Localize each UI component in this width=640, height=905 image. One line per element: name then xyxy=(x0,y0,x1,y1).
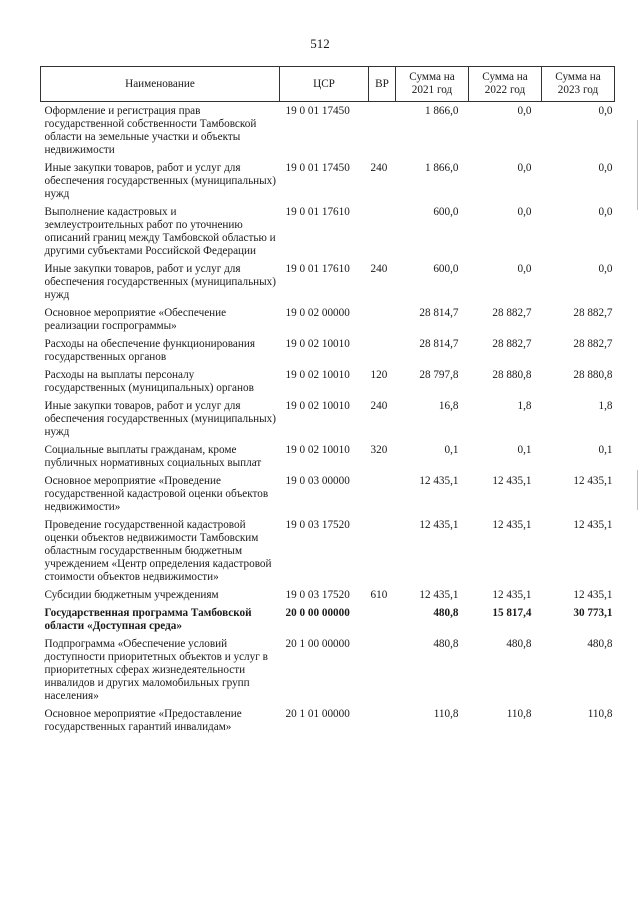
row-name: Иные закупки товаров, работ и услуг для обеспечения государственных (муниципальных) нужд xyxy=(44,263,276,301)
row-sum-2021: 480,8 xyxy=(433,638,459,650)
row-sum-2023: 30 773,1 xyxy=(573,607,613,619)
row-name: Субсидии бюджетным учреждениям xyxy=(44,589,219,601)
row-csr: 20 1 01 00000 xyxy=(285,708,350,720)
row-sum-2022: 28 880,8 xyxy=(492,369,532,381)
row-name: Основное мероприятие «Проведение государственной кадастровой оценки объектов недвижимости» xyxy=(44,475,269,513)
row-vr xyxy=(369,604,396,635)
table-row xyxy=(41,516,615,586)
row-vr: 120 xyxy=(370,369,388,381)
table-row xyxy=(41,441,615,472)
row-sum-2023: 28 882,7 xyxy=(573,307,613,319)
row-sum-2022: 28 882,7 xyxy=(492,338,532,350)
row-name: Иные закупки товаров, работ и услуг для обеспечения государственных (муниципальных) нужд xyxy=(44,400,276,438)
row-name: Выполнение кадастровых и землеустроительных работ по уточнению описаний границ между Тамбовской областью и другими субъектами Российской Федерации xyxy=(44,206,276,257)
row-sum-2021: 0,1 xyxy=(444,444,459,456)
row-csr: 19 0 02 10010 xyxy=(285,400,350,412)
table-row xyxy=(41,335,615,366)
row-sum-2022: 0,0 xyxy=(517,105,532,117)
row-sum-2022: 0,0 xyxy=(517,162,532,174)
row-vr xyxy=(369,203,396,260)
table-row xyxy=(41,260,615,304)
header-vr: ВР xyxy=(369,67,396,102)
table-row xyxy=(41,366,615,397)
header-sum-2022: Сумма на 2022 год xyxy=(469,67,542,102)
row-csr: 19 0 01 17610 xyxy=(285,206,350,218)
budget-table xyxy=(40,66,615,736)
row-sum-2021: 110,8 xyxy=(433,708,459,720)
table-row xyxy=(41,304,615,335)
row-name: Государственная программа Тамбовской области «Доступная среда» xyxy=(44,607,252,632)
row-sum-2023: 28 882,7 xyxy=(573,338,613,350)
row-sum-2021: 28 814,7 xyxy=(419,338,459,350)
page-number: 512 xyxy=(310,36,330,51)
table-body xyxy=(41,102,615,737)
row-vr xyxy=(369,472,396,516)
row-csr: 19 0 01 17610 xyxy=(285,263,350,275)
table-row xyxy=(41,397,615,441)
row-sum-2021: 12 435,1 xyxy=(419,475,459,487)
row-csr: 19 0 03 17520 xyxy=(285,519,350,531)
header-sum-2021: Сумма на 2021 год xyxy=(396,67,469,102)
row-sum-2022: 1,8 xyxy=(517,400,532,412)
row-sum-2023: 28 880,8 xyxy=(573,369,613,381)
header-csr: ЦСР xyxy=(280,67,369,102)
row-sum-2023: 110,8 xyxy=(587,708,613,720)
table-row xyxy=(41,102,615,160)
row-vr: 610 xyxy=(370,589,388,601)
row-sum-2023: 12 435,1 xyxy=(573,589,613,601)
row-sum-2022: 0,0 xyxy=(517,263,532,275)
table-header xyxy=(41,67,615,102)
row-sum-2023: 0,0 xyxy=(598,162,613,174)
row-sum-2021: 600,0 xyxy=(433,263,459,275)
row-name: Оформление и регистрация прав государственной собственности Тамбовской области на земельные участки и объекты недвижимости xyxy=(44,105,257,156)
row-sum-2022: 12 435,1 xyxy=(492,519,532,531)
row-name: Основное мероприятие «Обеспечение реализации госпрограммы» xyxy=(44,307,227,332)
row-sum-2021: 12 435,1 xyxy=(419,589,459,601)
row-csr: 19 0 03 17520 xyxy=(285,589,350,601)
scan-edge-mark xyxy=(637,120,638,210)
row-vr: 240 xyxy=(370,162,388,174)
row-csr: 19 0 02 10010 xyxy=(285,444,350,456)
row-sum-2022: 480,8 xyxy=(506,638,532,650)
row-csr: 20 0 00 00000 xyxy=(285,607,350,619)
row-sum-2023: 0,0 xyxy=(598,263,613,275)
row-sum-2023: 0,1 xyxy=(598,444,613,456)
row-name: Основное мероприятие «Предоставление государственных гарантий инвалидам» xyxy=(44,708,242,733)
row-vr xyxy=(369,102,396,160)
row-sum-2023: 1,8 xyxy=(598,400,613,412)
scan-edge-mark xyxy=(637,470,638,510)
row-sum-2023: 0,0 xyxy=(598,206,613,218)
row-sum-2021: 28 797,8 xyxy=(419,369,459,381)
row-sum-2023: 12 435,1 xyxy=(573,475,613,487)
row-vr: 240 xyxy=(370,263,388,275)
row-csr: 19 0 01 17450 xyxy=(285,162,350,174)
row-name: Иные закупки товаров, работ и услуг для обеспечения государственных (муниципальных) нужд xyxy=(44,162,276,200)
row-name: Расходы на обеспечение функционирования государственных органов xyxy=(44,338,255,363)
row-sum-2023: 12 435,1 xyxy=(573,519,613,531)
row-sum-2021: 480,8 xyxy=(433,607,459,619)
row-vr xyxy=(369,635,396,705)
row-sum-2023: 480,8 xyxy=(587,638,613,650)
row-csr: 19 0 02 00000 xyxy=(285,307,350,319)
row-vr: 320 xyxy=(370,444,388,456)
row-sum-2021: 1 866,0 xyxy=(424,162,459,174)
row-csr: 19 0 02 10010 xyxy=(285,338,350,350)
table-row xyxy=(41,203,615,260)
row-sum-2022: 15 817,4 xyxy=(492,607,532,619)
table-row xyxy=(41,472,615,516)
row-name: Проведение государственной кадастровой оценки объектов недвижимости Тамбовским областным государственным бюджетным учреждением «Центр определения кадастровой стоимости объектов недвижимости» xyxy=(44,519,272,583)
header-sum-2023: Сумма на 2023 год xyxy=(542,67,615,102)
row-csr: 19 0 03 00000 xyxy=(285,475,350,487)
row-sum-2023: 0,0 xyxy=(598,105,613,117)
table-row xyxy=(41,604,615,635)
row-sum-2022: 28 882,7 xyxy=(492,307,532,319)
header-name: Наименование xyxy=(41,67,280,102)
row-sum-2022: 12 435,1 xyxy=(492,589,532,601)
row-csr: 19 0 01 17450 xyxy=(285,105,350,117)
row-sum-2022: 0,1 xyxy=(517,444,532,456)
table-row xyxy=(41,159,615,203)
row-vr xyxy=(369,304,396,335)
row-sum-2022: 0,0 xyxy=(517,206,532,218)
row-sum-2021: 28 814,7 xyxy=(419,307,459,319)
row-sum-2021: 16,8 xyxy=(438,400,459,412)
row-vr: 240 xyxy=(370,400,388,412)
row-vr xyxy=(369,705,396,736)
row-csr: 19 0 02 10010 xyxy=(285,369,350,381)
row-sum-2021: 12 435,1 xyxy=(419,519,459,531)
row-vr xyxy=(369,516,396,586)
table-row xyxy=(41,635,615,705)
table-row xyxy=(41,705,615,736)
row-name: Подпрограмма «Обеспечение условий доступности приоритетных объектов и услуг в приоритетных сферах жизнедеятельности инвалидов и других маломобильных групп населения» xyxy=(44,638,268,702)
row-name: Социальные выплаты гражданам, кроме публичных нормативных социальных выплат xyxy=(44,444,262,469)
row-name: Расходы на выплаты персоналу государственных (муниципальных) органов xyxy=(44,369,254,394)
row-sum-2022: 12 435,1 xyxy=(492,475,532,487)
row-vr xyxy=(369,335,396,366)
row-sum-2021: 600,0 xyxy=(433,206,459,218)
row-csr: 20 1 00 00000 xyxy=(285,638,350,650)
table-row xyxy=(41,586,615,604)
row-sum-2022: 110,8 xyxy=(506,708,532,720)
row-sum-2021: 1 866,0 xyxy=(424,105,459,117)
